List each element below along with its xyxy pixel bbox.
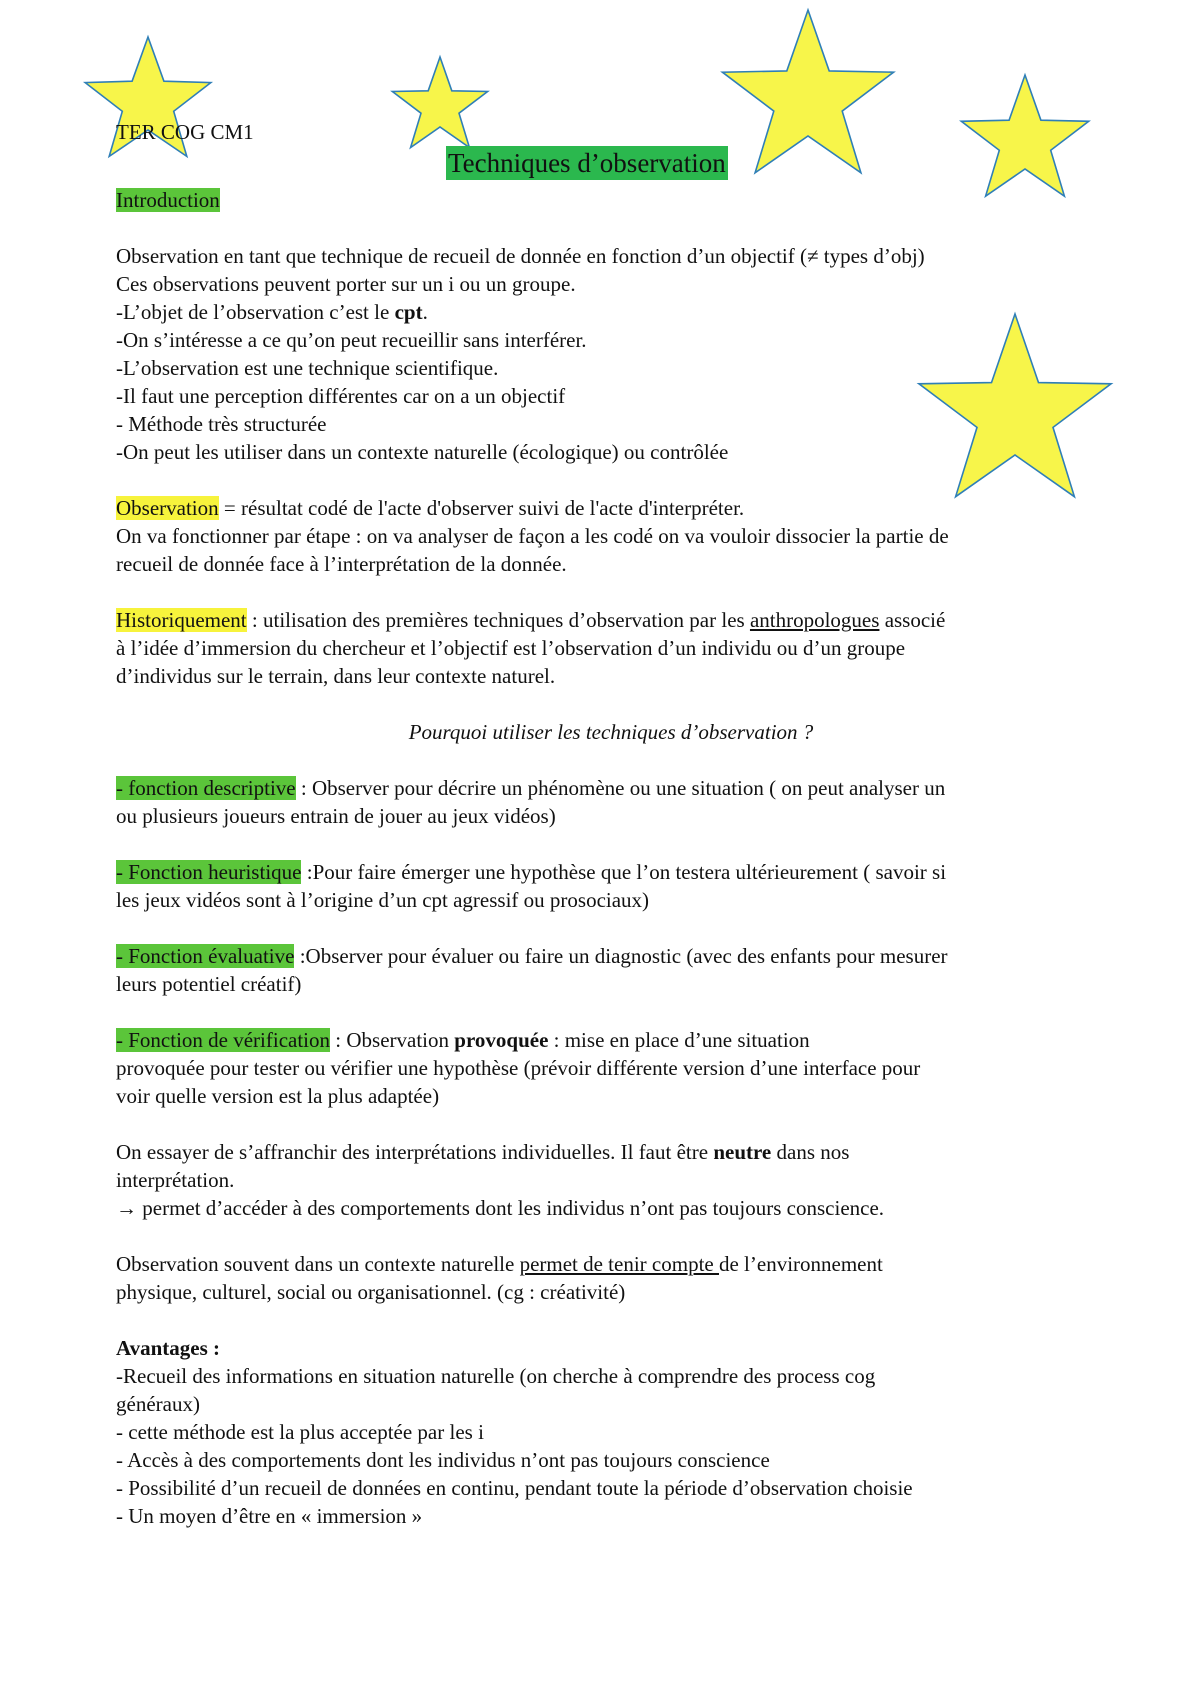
document-header: TER COG CM1: [116, 120, 254, 144]
section-heading-pourquoi: Pourquoi utiliser les techniques d’observation ?: [408, 720, 814, 744]
list-item: généraux): [116, 1392, 200, 1416]
term-observation: Observation: [116, 496, 219, 520]
list-item: -Il faut une perception différentes car on a un objectif: [116, 384, 566, 408]
function-evaluative: - Fonction évaluative :Observer pour évaluer ou faire un diagnostic (avec des enfants pour mesurer: [116, 944, 948, 968]
list-item: - Un moyen d’être en « immersion »: [116, 1504, 423, 1528]
paragraph-line: On va fonctionner par étape : on va analyser de façon a les codé on va vouloir dissocier la partie de: [116, 524, 949, 548]
list-item: - Méthode très structurée: [116, 412, 327, 436]
paragraph-line: physique, culturel, social ou organisationnel. (cg : créativité): [116, 1280, 626, 1304]
list-item: - cette méthode est la plus acceptée par les i: [116, 1420, 484, 1444]
list-item: -Recueil des informations en situation naturelle (on cherche à comprendre des process cog: [116, 1364, 876, 1388]
function-heuristique: - Fonction heuristique :Pour faire émerger une hypothèse que l’on testera ultérieurement ( savoir si: [116, 860, 947, 884]
page-title: Techniques d’observation: [448, 148, 726, 178]
paragraph-line: d’individus sur le terrain, dans leur contexte naturel.: [116, 664, 556, 688]
paragraph-line: recueil de donnée face à l’interprétation de la donnée.: [116, 552, 567, 576]
paragraph-line: les jeux vidéos sont à l’origine d’un cpt agressif ou prosociaux): [116, 888, 650, 912]
paragraph-line: voir quelle version est la plus adaptée): [116, 1084, 440, 1108]
paragraph-line: leurs potentiel créatif): [116, 972, 302, 996]
title-row: [116, 146, 1106, 186]
list-item: - Accès à des comportements dont les individus n’ont pas toujours conscience: [116, 1448, 770, 1472]
document-page: [116, 118, 1106, 1530]
paragraph-historiquement: Historiquement : utilisation des premières techniques d’observation par les anthropologues associé: [116, 608, 946, 632]
paragraph-line: Observation en tant que technique de recueil de donnée en fonction d’un objectif (≠ types d’obj): [116, 244, 925, 268]
paragraph-line: → permet d’accéder à des comportements dont les individus n’ont pas toujours conscience.: [116, 1196, 885, 1220]
list-item: -On s’intéresse a ce qu’on peut recueillir sans interférer.: [116, 328, 587, 352]
term-historiquement: Historiquement: [116, 608, 247, 632]
section-heading-avantages: Avantages :: [116, 1336, 221, 1360]
paragraph-line: provoquée pour tester ou vérifier une hypothèse (prévoir différente version d’une interface pour: [116, 1056, 921, 1080]
section-heading-introduction: Introduction: [116, 188, 220, 212]
list-item: -On peut les utiliser dans un contexte naturelle (écologique) ou contrôlée: [116, 440, 729, 464]
function-verification: - Fonction de vérification : Observation provoquée : mise en place d’une situation: [116, 1028, 810, 1052]
paragraph-contexte: Observation souvent dans un contexte naturelle permet de tenir compte de l’environnement: [116, 1252, 883, 1276]
function-descriptive: - fonction descriptive : Observer pour décrire un phénomène ou une situation ( on peut analyser un: [116, 776, 946, 800]
definition-observation: Observation = résultat codé de l'acte d'observer suivi de l'acte d'interpréter.: [116, 496, 745, 520]
paragraph-line: ou plusieurs joueurs entrain de jouer au jeux vidéos): [116, 804, 556, 828]
list-item: - Possibilité d’un recueil de données en continu, pendant toute la période d’observation choisie: [116, 1476, 913, 1500]
list-item: -L’observation est une technique scientifique.: [116, 356, 499, 380]
paragraph-line: interprétation.: [116, 1168, 235, 1192]
paragraph-line: Ces observations peuvent porter sur un i ou un groupe.: [116, 272, 576, 296]
paragraph-line: à l’idée d’immersion du chercheur et l’objectif est l’observation d’un individu ou d’un groupe: [116, 636, 906, 660]
paragraph-neutre: On essayer de s’affranchir des interprétations individuelles. Il faut être neutre dans nos: [116, 1140, 850, 1164]
paragraph-line: -L’objet de l’observation c’est le cpt.: [116, 300, 428, 324]
